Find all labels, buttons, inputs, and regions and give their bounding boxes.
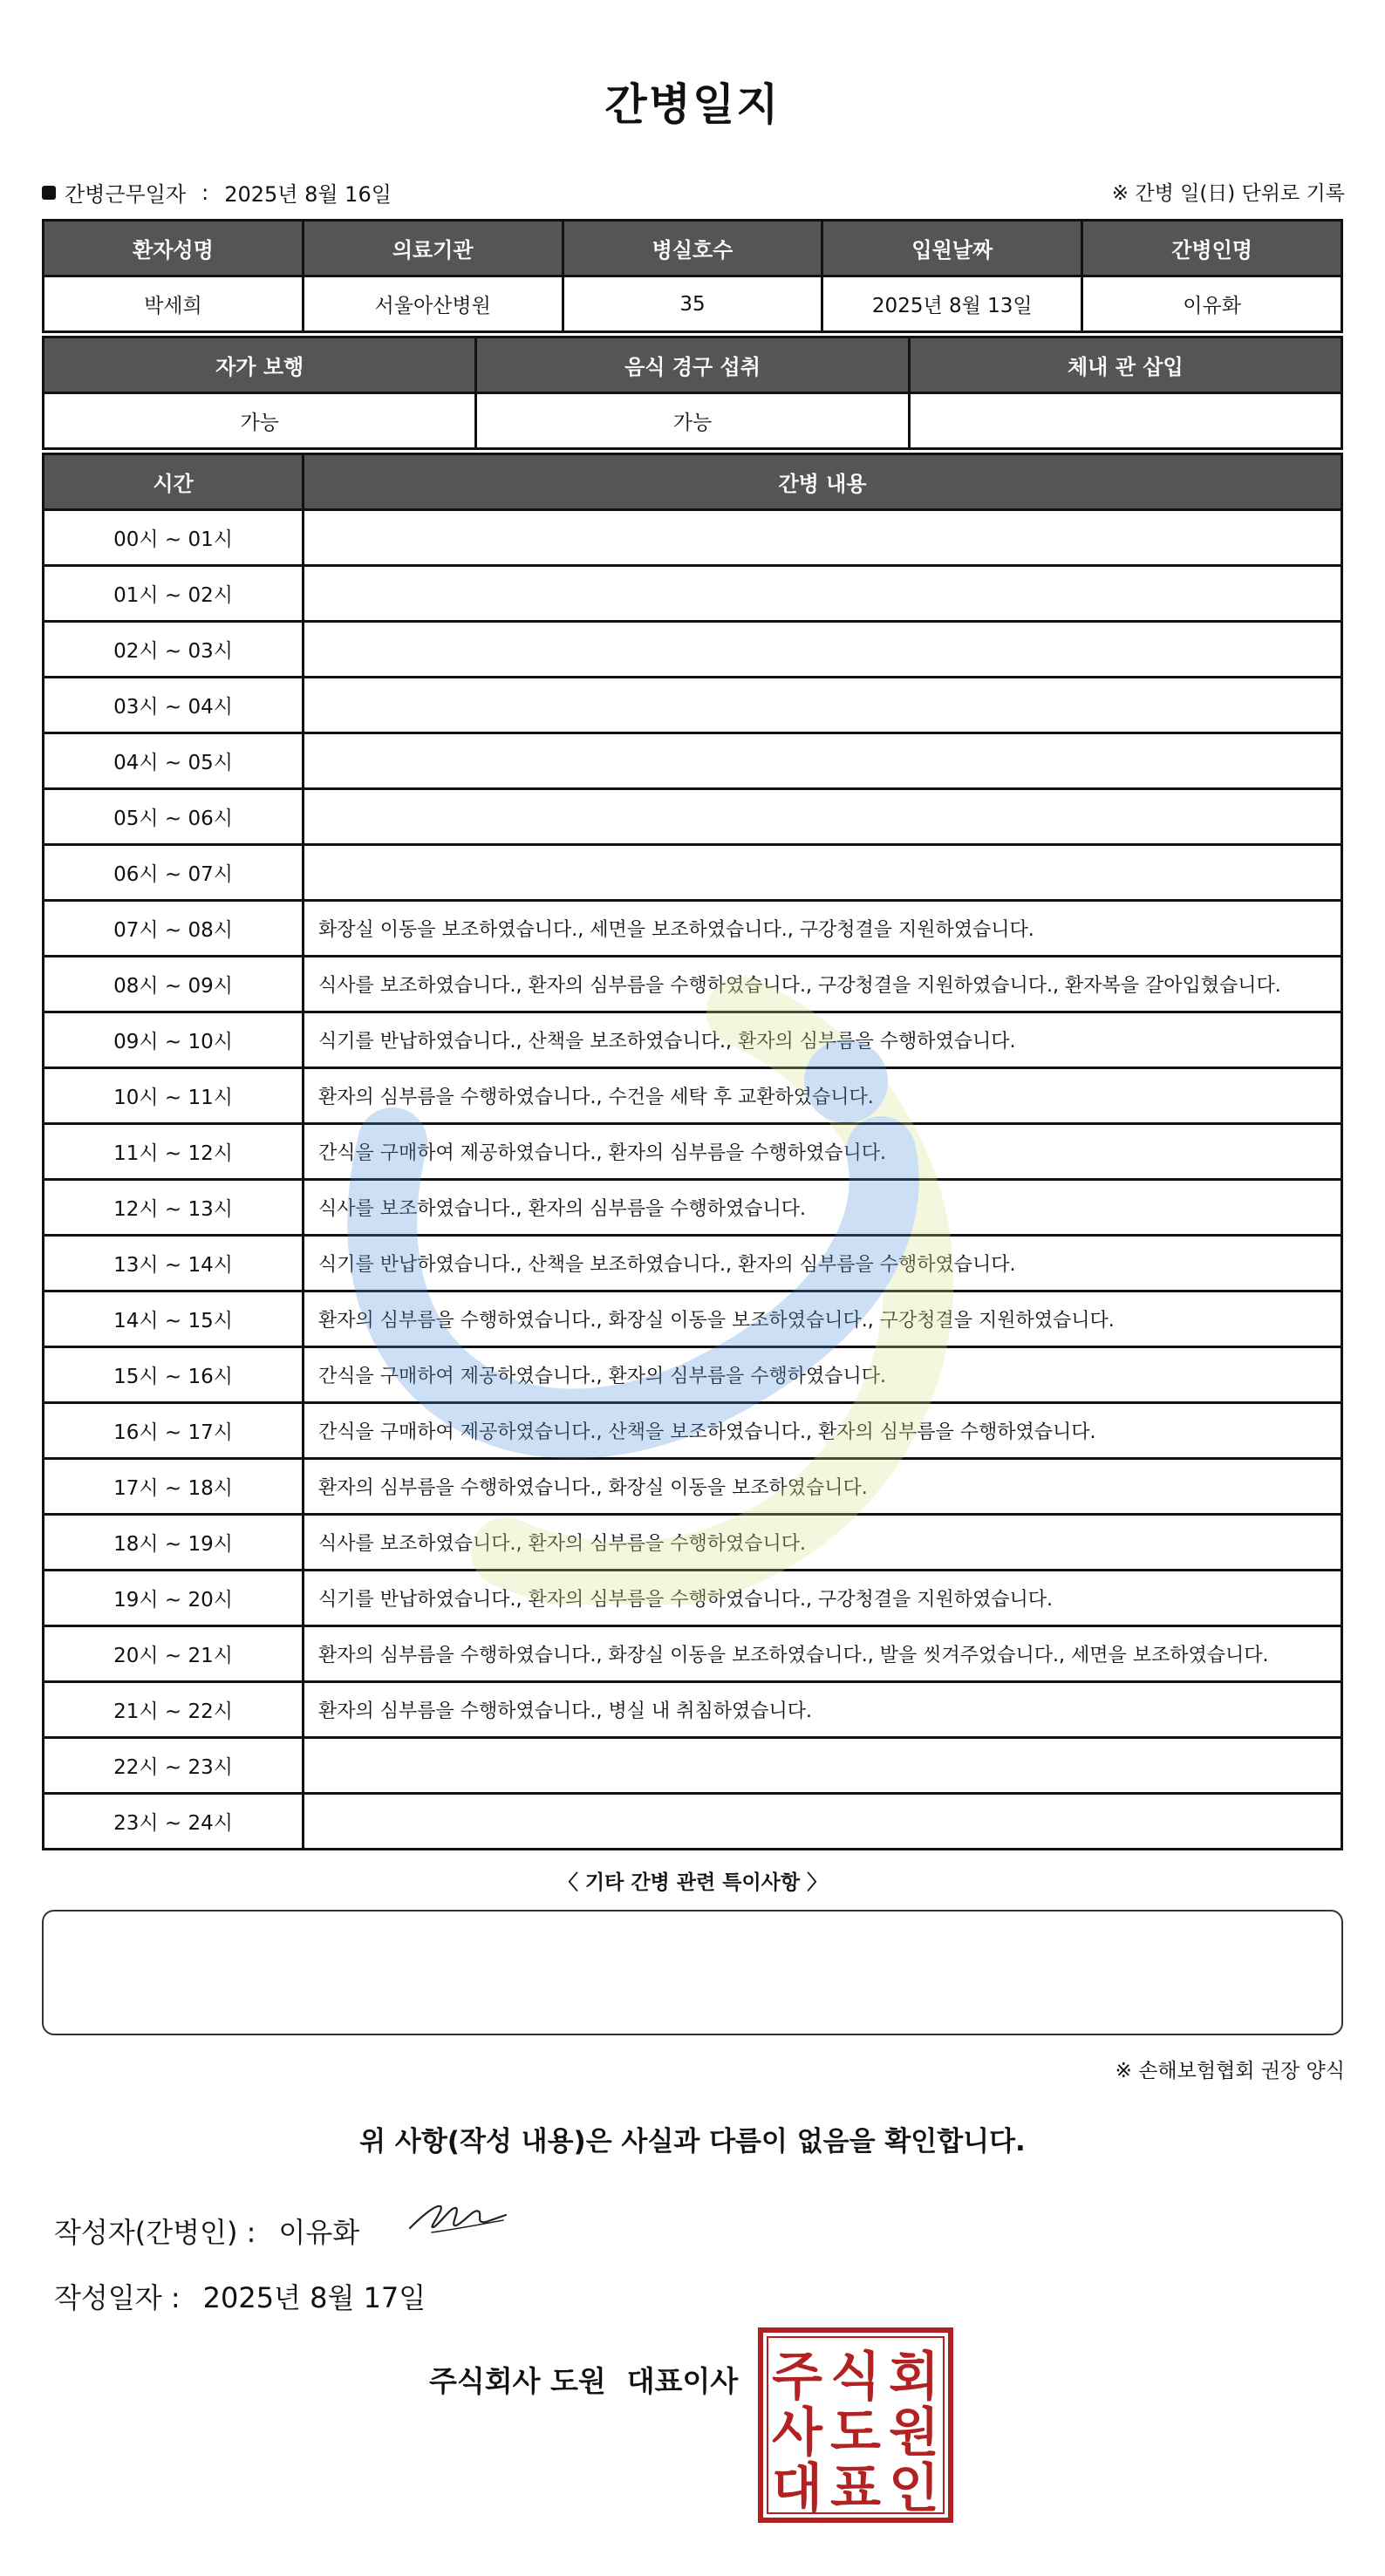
written-date-value: 2025년 8월 17일 — [202, 2281, 426, 2314]
log-time: 18시 ~ 19시 — [44, 1515, 304, 1571]
log-header-row — [44, 454, 1342, 510]
care-log-table — [42, 453, 1343, 1850]
notes-title: 〈 기타 간병 관련 특이사항 〉 — [557, 1871, 828, 1894]
header-hospital: 의료기관 — [303, 221, 563, 276]
log-content: 간식을 구매하여 제공하였습니다., 환자의 심부름을 수행하였습니다. — [304, 1124, 1342, 1180]
patient-header-row — [44, 221, 1342, 276]
patient-status-table — [42, 336, 1343, 450]
log-content — [304, 789, 1342, 845]
log-content — [304, 733, 1342, 789]
log-time: 10시 ~ 11시 — [44, 1068, 304, 1124]
svg-text:주: 주 — [772, 2347, 822, 2408]
log-row — [44, 1459, 1342, 1515]
log-content — [304, 678, 1342, 733]
log-row — [44, 1682, 1342, 1738]
tube-insertion-value — [909, 393, 1341, 449]
log-time: 17시 ~ 18시 — [44, 1459, 304, 1515]
log-time: 05시 ~ 06시 — [44, 789, 304, 845]
log-content: 환자의 심부름을 수행하였습니다., 병실 내 취침하였습니다. — [304, 1682, 1342, 1738]
header-patient-name: 환자성명 — [44, 221, 304, 276]
log-row — [44, 733, 1342, 789]
log-time: 16시 ~ 17시 — [44, 1403, 304, 1459]
log-time: 07시 ~ 08시 — [44, 901, 304, 957]
log-content — [304, 845, 1342, 901]
room-number: 35 — [563, 276, 822, 332]
special-notes-box — [42, 1910, 1343, 2035]
log-row — [44, 1515, 1342, 1571]
writer-line — [54, 2211, 359, 2251]
oral-intake-value: 가능 — [476, 393, 909, 449]
log-time: 08시 ~ 09시 — [44, 957, 304, 1012]
log-time: 15시 ~ 16시 — [44, 1347, 304, 1403]
log-content — [304, 1794, 1342, 1850]
log-content: 식사를 보조하였습니다., 환자의 심부름을 수행하였습니다. — [304, 1515, 1342, 1571]
company-seal-icon — [757, 2327, 954, 2524]
written-date-label: 작성일자 : — [54, 2281, 181, 2314]
page-title: 간병일지 — [604, 79, 781, 130]
log-content: 환자의 심부름을 수행하였습니다., 수건을 세탁 후 교환하였습니다. — [304, 1068, 1342, 1124]
svg-text:대: 대 — [772, 2458, 822, 2519]
log-content: 환자의 심부름을 수행하였습니다., 화장실 이동을 보조하였습니다., 발을 씻겨주었습니다., 세면을 보조하였습니다. — [304, 1626, 1342, 1682]
log-time: 06시 ~ 07시 — [44, 845, 304, 901]
log-row — [44, 1291, 1342, 1347]
log-content — [304, 510, 1342, 566]
status-value-row — [44, 393, 1342, 449]
log-row — [44, 1012, 1342, 1068]
log-row — [44, 566, 1342, 622]
writer-name: 이유화 — [278, 2216, 360, 2249]
patient-value-row — [44, 276, 1342, 332]
log-content: 간식을 구매하여 제공하였습니다., 환자의 심부름을 수행하였습니다. — [304, 1347, 1342, 1403]
svg-text:사: 사 — [772, 2402, 822, 2464]
log-row — [44, 1571, 1342, 1626]
log-time: 23시 ~ 24시 — [44, 1794, 304, 1850]
association-note: ※ 손해보험협회 권장 양식 — [1115, 2060, 1345, 2082]
log-time: 19시 ~ 20시 — [44, 1571, 304, 1626]
company-line — [429, 2359, 738, 2400]
company-name: 주식회사 도원 — [429, 2364, 606, 2398]
log-row — [44, 901, 1342, 957]
written-date-line — [54, 2276, 426, 2316]
log-content: 식사를 보조하였습니다., 환자의 심부름을 수행하였습니다., 구강청결을 지원하였습니다., 환자복을 갈아입혔습니다. — [304, 957, 1342, 1012]
log-content: 화장실 이동을 보조하였습니다., 세면을 보조하였습니다., 구강청결을 지원하였습니다. — [304, 901, 1342, 957]
confirmation-statement: 위 사항(작성 내용)은 사실과 다름이 없음을 확인합니다. — [359, 2126, 1026, 2157]
log-row — [44, 845, 1342, 901]
bullet-icon — [42, 186, 56, 200]
log-content: 식기를 반납하였습니다., 산책을 보조하였습니다., 환자의 심부름을 수행하였습니다. — [304, 1012, 1342, 1068]
log-body — [44, 510, 1342, 1850]
header-admission-date: 입원날짜 — [822, 221, 1082, 276]
log-row — [44, 1068, 1342, 1124]
log-content: 환자의 심부름을 수행하였습니다., 화장실 이동을 보조하였습니다., 구강청결을 지원하였습니다. — [304, 1291, 1342, 1347]
header-care-content: 간병 내용 — [304, 454, 1342, 510]
log-content — [304, 566, 1342, 622]
header-caregiver: 간병인명 — [1082, 221, 1342, 276]
log-time: 01시 ~ 02시 — [44, 566, 304, 622]
hospital-name: 서울아산병원 — [303, 276, 563, 332]
log-time: 12시 ~ 13시 — [44, 1180, 304, 1236]
log-time: 00시 ~ 01시 — [44, 510, 304, 566]
company-representative: 대표이사 — [626, 2364, 739, 2398]
caregiver-name: 이유화 — [1082, 276, 1342, 332]
log-row — [44, 1626, 1342, 1682]
log-row — [44, 678, 1342, 733]
log-time: 04시 ~ 05시 — [44, 733, 304, 789]
log-row — [44, 1124, 1342, 1180]
svg-text:인: 인 — [889, 2458, 939, 2519]
work-date-separator: : — [201, 180, 209, 205]
svg-text:표: 표 — [830, 2458, 881, 2519]
log-time: 21시 ~ 22시 — [44, 1682, 304, 1738]
log-content: 식기를 반납하였습니다., 환자의 심부름을 수행하였습니다., 구강청결을 지원하였습니다. — [304, 1571, 1342, 1626]
log-time: 13시 ~ 14시 — [44, 1236, 304, 1291]
self-walking-value: 가능 — [44, 393, 476, 449]
header-self-walking: 자가 보행 — [44, 337, 476, 393]
writer-label: 작성자(간병인) : — [54, 2216, 256, 2249]
svg-text:식: 식 — [830, 2347, 881, 2408]
header-oral-intake: 음식 경구 섭취 — [476, 337, 909, 393]
log-content — [304, 622, 1342, 678]
status-header-row — [44, 337, 1342, 393]
log-row — [44, 789, 1342, 845]
daily-record-note: ※ 간병 일(日) 단위로 기록 — [1111, 182, 1345, 205]
log-time: 02시 ~ 03시 — [44, 622, 304, 678]
log-content — [304, 1738, 1342, 1794]
log-row — [44, 957, 1342, 1012]
log-time: 20시 ~ 21시 — [44, 1626, 304, 1682]
log-time: 09시 ~ 10시 — [44, 1012, 304, 1068]
log-time: 14시 ~ 15시 — [44, 1291, 304, 1347]
log-content: 식사를 보조하였습니다., 환자의 심부름을 수행하였습니다. — [304, 1180, 1342, 1236]
log-content: 환자의 심부름을 수행하였습니다., 화장실 이동을 보조하였습니다. — [304, 1459, 1342, 1515]
admission-date: 2025년 8월 13일 — [822, 276, 1082, 332]
svg-text:원: 원 — [889, 2402, 939, 2464]
header-tube-insertion: 체내 관 삽입 — [909, 337, 1341, 393]
log-row — [44, 1236, 1342, 1291]
log-content: 식기를 반납하였습니다., 산책을 보조하였습니다., 환자의 심부름을 수행하였습니다. — [304, 1236, 1342, 1291]
log-row — [44, 1347, 1342, 1403]
log-row — [44, 1738, 1342, 1794]
log-row — [44, 1403, 1342, 1459]
svg-text:도: 도 — [830, 2402, 881, 2464]
patient-info-table — [42, 219, 1343, 333]
log-time: 22시 ~ 23시 — [44, 1738, 304, 1794]
log-row — [44, 510, 1342, 566]
header-room: 병실호수 — [563, 221, 822, 276]
log-row — [44, 1180, 1342, 1236]
log-time: 11시 ~ 12시 — [44, 1124, 304, 1180]
signature-icon — [406, 2189, 510, 2237]
log-content: 간식을 구매하여 제공하였습니다., 산책을 보조하였습니다., 환자의 심부름을 수행하였습니다. — [304, 1403, 1342, 1459]
log-row — [44, 622, 1342, 678]
work-date-label: 간병근무일자 — [65, 182, 187, 207]
log-row — [44, 1794, 1342, 1850]
patient-name: 박세희 — [44, 276, 304, 332]
work-date — [42, 177, 392, 208]
log-time: 03시 ~ 04시 — [44, 678, 304, 733]
work-date-value: 2025년 8월 16일 — [224, 182, 392, 207]
header-time: 시간 — [44, 454, 304, 510]
svg-text:회: 회 — [889, 2347, 939, 2408]
